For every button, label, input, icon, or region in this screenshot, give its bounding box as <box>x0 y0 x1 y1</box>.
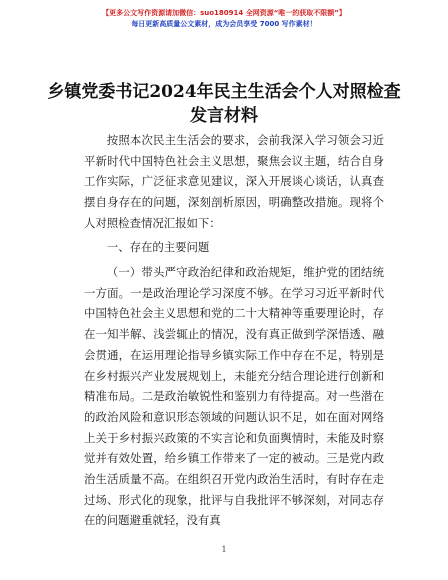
section-paragraph: （一）带头严守政治纪律和政治规矩，维护党的团结统一方面。一是政治理论学习深度不够。在学习习近平新时代中国特色社会主义思想和党的二十大精神等重要理论时，存在一知半解、浅尝辄止的情况，没有真正做到学深悟透、融会贯通，在运用理论指导乡镇实际工作中存在不足，特别是在乡村振兴产业发展规划上，未能充分结合理论进行创新和精准布局。二是政治敏锐性和鉴别力有待提高。对一些潜在的政治风险和意识形态领域的问题认识不足，如在面对网络上关于乡村振兴政策的不实言论和负面舆情时，未能及时察觉并有效处置，给乡镇工作带来了一定的被动。三是党内政治生活质量不高。在组织召开党内政治生活时，有时存在走过场、形式化的现象，批评与自我批评不够深刻，对同志存在的问题避重就轻，没有真 <box>84 265 384 528</box>
promo-banner-line-1: 【更多公文写作资源请加微信：suo180914 全网资源“唯一的获取不限额”】 <box>102 9 346 17</box>
section-heading: 一、存在的主要问题 <box>106 240 210 254</box>
promo-banner-line-2: 每日更新高质量公文素材，成为会员享受 7000 写作素材！ <box>131 20 317 28</box>
page-number: 1 <box>221 545 227 554</box>
intro-paragraph: 按照本次民主生活会的要求，会前我深入学习领会习近平新时代中国特色社会主义思想，聚焦会议主题，结合自身工作实际，广泛征求意见建议，深入开展谈心谈话，认真查摆自身存在的问题，深刻剖析原因，明确整改措施。现将个人对照检查情况汇报如下： <box>84 133 384 230</box>
promo-banner <box>0 8 448 30</box>
document-title: 乡镇党委书记2024年民主生活会个人对照检查发言材料 <box>47 82 401 126</box>
